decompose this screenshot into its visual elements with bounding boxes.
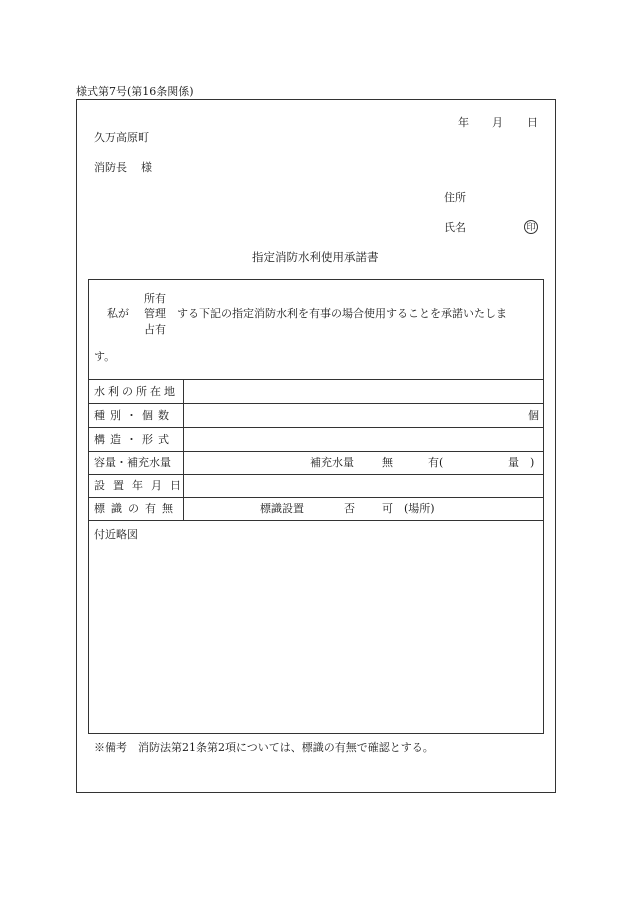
row-divider bbox=[88, 497, 544, 498]
recipient-town: 久万高原町 bbox=[94, 131, 149, 144]
refill-amount-unit: 量 bbox=[508, 456, 519, 469]
name-label[interactable]: 氏名 bbox=[444, 221, 466, 234]
refill-none-option[interactable]: 無 bbox=[382, 456, 393, 469]
row-label-install-date: 設置年月日 bbox=[94, 479, 189, 492]
date-month[interactable]: 月 bbox=[492, 116, 503, 129]
option-occupy[interactable]: 占有 bbox=[144, 323, 166, 336]
row-label-structure: 構造・形式 bbox=[94, 433, 174, 446]
column-divider bbox=[183, 379, 184, 520]
recipient-honorific: 様 bbox=[141, 161, 152, 174]
statement-text: する下記の指定消防水利を有事の場合使用することを承諾いたしま bbox=[177, 307, 507, 320]
refill-yes-option[interactable]: 有( bbox=[428, 456, 444, 469]
map-label: 付近略図 bbox=[94, 528, 138, 541]
statement-continuation: す。 bbox=[94, 350, 116, 363]
row-divider bbox=[88, 403, 544, 404]
statement-prefix: 私が bbox=[107, 307, 129, 320]
row-divider bbox=[88, 474, 544, 475]
refill-close: ) bbox=[530, 456, 535, 469]
sign-yes-option[interactable]: 可 bbox=[382, 502, 393, 515]
address-label[interactable]: 住所 bbox=[444, 191, 466, 204]
date-year[interactable]: 年 bbox=[458, 116, 469, 129]
sign-place[interactable]: (場所) bbox=[404, 502, 435, 515]
date-day[interactable]: 日 bbox=[527, 116, 538, 129]
row-divider bbox=[88, 451, 544, 452]
row-divider bbox=[88, 379, 544, 380]
note: ※備考 消防法第21条第2項については、標識の有無で確認とする。 bbox=[94, 741, 434, 754]
recipient-chief: 消防長 bbox=[94, 161, 127, 174]
document-title: 指定消防水利使用承諾書 bbox=[252, 250, 379, 264]
row-label-capacity: 容量・補充水量 bbox=[94, 456, 171, 469]
type-count-unit[interactable]: 個 bbox=[528, 409, 539, 422]
sign-setup-label: 標識設置 bbox=[260, 502, 304, 515]
row-label-type-count: 種別・個数 bbox=[94, 409, 174, 422]
row-label-sign: 標識の有無 bbox=[94, 502, 179, 515]
option-manage[interactable]: 管理 bbox=[144, 307, 166, 320]
seal-icon: 印 bbox=[524, 220, 538, 234]
option-own[interactable]: 所有 bbox=[144, 292, 166, 305]
row-label-location: 水利の所在地 bbox=[94, 385, 178, 398]
form-number: 様式第7号(第16条関係) bbox=[76, 85, 194, 98]
row-divider bbox=[88, 520, 544, 521]
refill-label: 補充水量 bbox=[310, 456, 354, 469]
row-divider bbox=[88, 427, 544, 428]
map-area[interactable] bbox=[89, 545, 543, 733]
sign-no-option[interactable]: 否 bbox=[344, 502, 355, 515]
